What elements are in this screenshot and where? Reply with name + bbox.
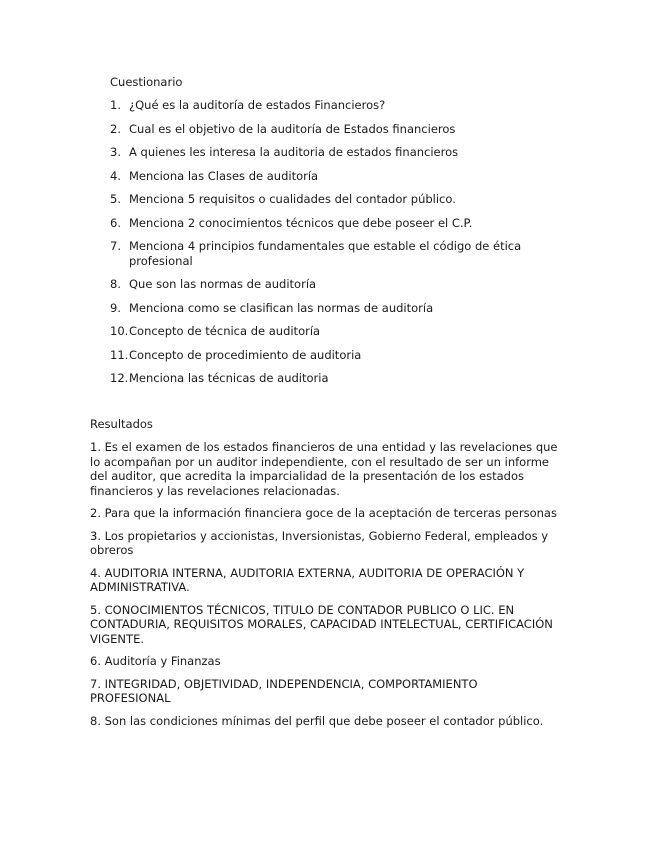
question-text: Menciona 4 principios fundamentales que estable el código de ética profesional bbox=[129, 239, 522, 268]
question-item bbox=[110, 98, 550, 113]
answer-paragraph: 7. INTEGRIDAD, OBJETIVIDAD, INDEPENDENCIA, COMPORTAMIENTO PROFESIONAL bbox=[90, 676, 478, 705]
question-number: 8. bbox=[110, 277, 121, 291]
question-item bbox=[110, 122, 550, 137]
answer-paragraph: 3. Los propietarios y accionistas, Inversionistas, Gobierno Federal, empleados y obreros bbox=[90, 528, 549, 557]
question-number: 4. bbox=[110, 168, 121, 183]
question-number: 9. bbox=[110, 300, 121, 315]
answer-paragraph: 1. Es el examen de los estados financieros de una entidad y las revelaciones que lo acompañan por un auditor independiente, con el resultado de ser un informe del auditor, que acredita la imparcialidad de la presentación de los estados financieros y las revelaciones relacionadas. bbox=[90, 440, 558, 498]
question-item bbox=[110, 216, 550, 231]
question-number: 2. bbox=[110, 121, 121, 136]
question-item bbox=[110, 371, 550, 386]
question-text: A quienes les interesa la auditoria de estados financieros bbox=[129, 145, 459, 159]
answer-paragraph: 2. Para que la información financiera goce de la aceptación de terceras personas bbox=[90, 506, 557, 520]
question-item bbox=[110, 277, 550, 292]
question-item bbox=[110, 169, 550, 184]
answer-paragraph: 5. CONOCIMIENTOS TÉCNICOS, TITULO DE CONTADOR PUBLICO O LIC. EN CONTADURIA, REQUISITOS MORALES, CAPACIDAD INTELECTUAL, CERTIFICACIÓN VIGENTE. bbox=[90, 602, 553, 646]
answer-list bbox=[90, 440, 560, 736]
question-item bbox=[110, 239, 550, 268]
question-item bbox=[110, 301, 550, 316]
question-item bbox=[110, 192, 550, 207]
question-list bbox=[110, 98, 550, 395]
question-number: 1. bbox=[110, 98, 121, 112]
question-text: Menciona como se clasifican las normas de auditoría bbox=[129, 300, 434, 315]
question-text: ¿Qué es la auditoría de estados Financieros? bbox=[129, 98, 386, 112]
question-number: 6. bbox=[110, 215, 121, 230]
question-number: 3. bbox=[110, 145, 121, 159]
resultados-title: Resultados bbox=[90, 417, 153, 431]
question-text: Menciona 5 requisitos o cualidades del contador público. bbox=[129, 192, 456, 206]
question-item bbox=[110, 324, 550, 339]
question-text: Concepto de procedimiento de auditoria bbox=[129, 347, 362, 362]
question-item bbox=[110, 348, 550, 363]
question-number: 5. bbox=[110, 192, 121, 206]
question-number: 10. bbox=[110, 324, 129, 338]
question-text: Que son las normas de auditoría bbox=[129, 277, 317, 291]
question-item bbox=[110, 145, 550, 160]
question-text: Cual es el objetivo de la auditoría de Estados financieros bbox=[129, 121, 456, 136]
cuestionario-title: Cuestionario bbox=[110, 75, 183, 89]
answer-paragraph: 6. Auditoría y Finanzas bbox=[90, 654, 221, 668]
question-text: Menciona las Clases de auditoría bbox=[129, 168, 319, 183]
question-number: 12. bbox=[110, 371, 129, 385]
question-number: 11. bbox=[110, 347, 129, 362]
answer-paragraph: 4. AUDITORIA INTERNA, AUDITORIA EXTERNA, AUDITORIA DE OPERACIÓN Y ADMINISTRATIVA. bbox=[90, 565, 525, 594]
question-text: Menciona las técnicas de auditoria bbox=[129, 371, 329, 385]
answer-paragraph: 8. Son las condiciones mínimas del perfil que debe poseer el contador público. bbox=[90, 713, 544, 728]
question-number: 7. bbox=[110, 239, 121, 253]
question-text: Menciona 2 conocimientos técnicos que debe poseer el C.P. bbox=[129, 215, 473, 230]
question-text: Concepto de técnica de auditoría bbox=[129, 324, 321, 338]
